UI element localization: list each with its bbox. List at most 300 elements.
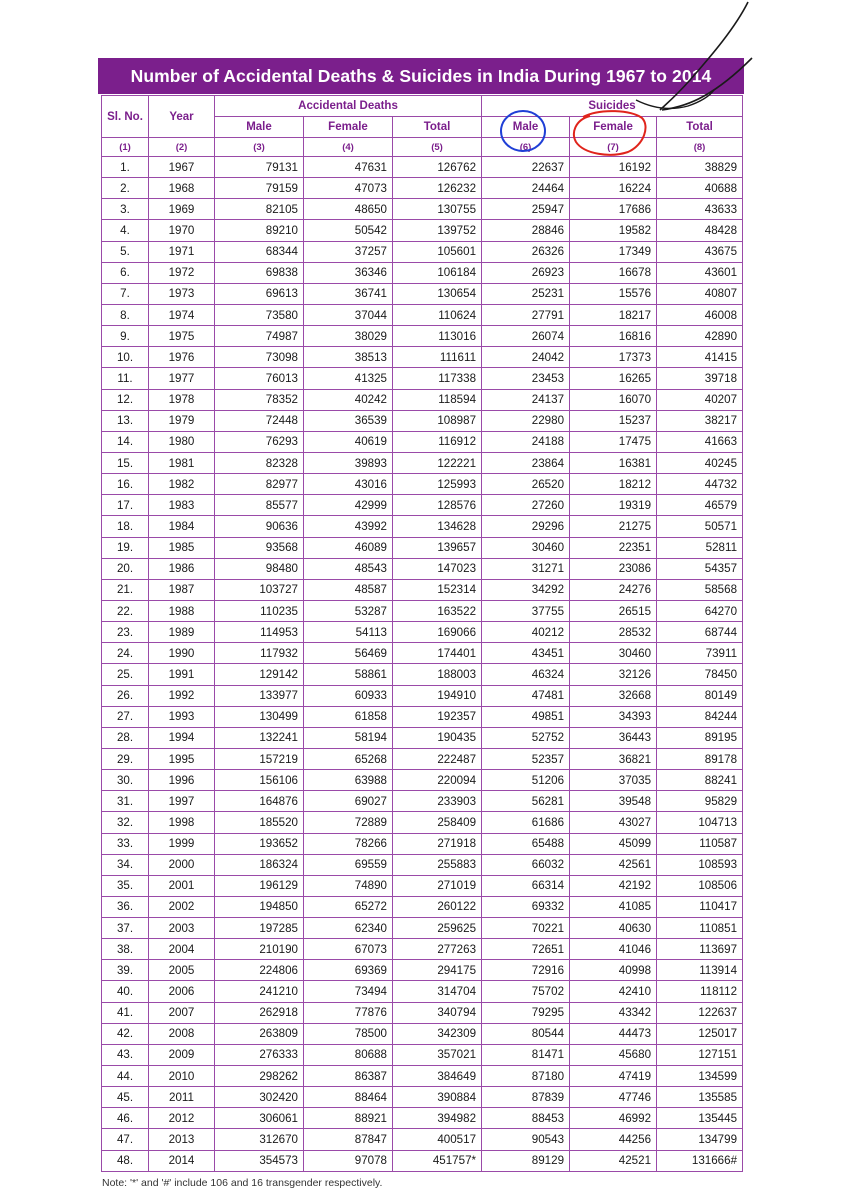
value-cell: 32126 — [570, 664, 657, 685]
year-cell: 1998 — [149, 812, 215, 833]
value-cell: 41663 — [657, 431, 743, 452]
value-cell: 220094 — [393, 770, 482, 791]
year-cell: 2013 — [149, 1129, 215, 1150]
value-cell: 39718 — [657, 368, 743, 389]
value-cell: 263809 — [215, 1023, 304, 1044]
serial-number: 37. — [102, 918, 149, 939]
value-cell: 69613 — [215, 283, 304, 304]
value-cell: 74987 — [215, 326, 304, 347]
table-title: Number of Accidental Deaths & Suicides in India During 1967 to 2014 — [98, 58, 744, 94]
value-cell: 81471 — [482, 1044, 570, 1065]
value-cell: 90636 — [215, 516, 304, 537]
value-cell: 394982 — [393, 1108, 482, 1129]
value-cell: 40630 — [570, 918, 657, 939]
value-cell: 125993 — [393, 474, 482, 495]
table-row — [102, 727, 743, 748]
value-cell: 84244 — [657, 706, 743, 727]
value-cell: 70221 — [482, 918, 570, 939]
table-row — [102, 452, 743, 473]
value-cell: 298262 — [215, 1066, 304, 1087]
year-cell: 2006 — [149, 981, 215, 1002]
value-cell: 294175 — [393, 960, 482, 981]
value-cell: 80544 — [482, 1023, 570, 1044]
table-row — [102, 685, 743, 706]
value-cell: 130499 — [215, 706, 304, 727]
value-cell: 82977 — [215, 474, 304, 495]
value-cell: 68744 — [657, 622, 743, 643]
value-cell: 130654 — [393, 283, 482, 304]
header-ad-male: Male — [215, 117, 304, 138]
value-cell: 24042 — [482, 347, 570, 368]
value-cell: 66314 — [482, 875, 570, 896]
year-cell: 1987 — [149, 579, 215, 600]
value-cell: 80149 — [657, 685, 743, 706]
serial-number: 46. — [102, 1108, 149, 1129]
value-cell: 128576 — [393, 495, 482, 516]
serial-number: 33. — [102, 833, 149, 854]
value-cell: 163522 — [393, 600, 482, 621]
value-cell: 39893 — [304, 452, 393, 473]
value-cell: 139657 — [393, 537, 482, 558]
serial-number: 10. — [102, 347, 149, 368]
value-cell: 52811 — [657, 537, 743, 558]
value-cell: 135445 — [657, 1108, 743, 1129]
value-cell: 78500 — [304, 1023, 393, 1044]
value-cell: 69838 — [215, 262, 304, 283]
value-cell: 72651 — [482, 939, 570, 960]
year-cell: 1982 — [149, 474, 215, 495]
header-ad-total: Total — [393, 117, 482, 138]
value-cell: 29296 — [482, 516, 570, 537]
serial-number: 15. — [102, 452, 149, 473]
value-cell: 152314 — [393, 579, 482, 600]
value-cell: 451757* — [393, 1150, 482, 1171]
header-sl-no: Sl. No. — [102, 96, 149, 138]
value-cell: 110851 — [657, 918, 743, 939]
value-cell: 113016 — [393, 326, 482, 347]
value-cell: 43601 — [657, 262, 743, 283]
table-row — [102, 410, 743, 431]
value-cell: 16678 — [570, 262, 657, 283]
value-cell: 169066 — [393, 622, 482, 643]
serial-number: 22. — [102, 600, 149, 621]
value-cell: 186324 — [215, 854, 304, 875]
data-table — [101, 95, 743, 1172]
value-cell: 103727 — [215, 579, 304, 600]
value-cell: 37035 — [570, 770, 657, 791]
value-cell: 197285 — [215, 918, 304, 939]
value-cell: 54357 — [657, 558, 743, 579]
col-number: (7) — [570, 138, 657, 157]
year-cell: 1993 — [149, 706, 215, 727]
value-cell: 42410 — [570, 981, 657, 1002]
value-cell: 19582 — [570, 220, 657, 241]
table-row — [102, 283, 743, 304]
value-cell: 49851 — [482, 706, 570, 727]
value-cell: 68344 — [215, 241, 304, 262]
header-su-female: Female — [570, 117, 657, 138]
value-cell: 117932 — [215, 643, 304, 664]
year-cell: 1970 — [149, 220, 215, 241]
value-cell: 271918 — [393, 833, 482, 854]
value-cell: 27791 — [482, 304, 570, 325]
value-cell: 114953 — [215, 622, 304, 643]
value-cell: 400517 — [393, 1129, 482, 1150]
serial-number: 40. — [102, 981, 149, 1002]
value-cell: 67073 — [304, 939, 393, 960]
year-cell: 1995 — [149, 748, 215, 769]
value-cell: 76013 — [215, 368, 304, 389]
value-cell: 357021 — [393, 1044, 482, 1065]
table-row — [102, 854, 743, 875]
value-cell: 164876 — [215, 791, 304, 812]
year-cell: 2004 — [149, 939, 215, 960]
value-cell: 157219 — [215, 748, 304, 769]
value-cell: 47746 — [570, 1087, 657, 1108]
value-cell: 73098 — [215, 347, 304, 368]
serial-number: 13. — [102, 410, 149, 431]
value-cell: 15576 — [570, 283, 657, 304]
value-cell: 16816 — [570, 326, 657, 347]
value-cell: 87847 — [304, 1129, 393, 1150]
value-cell: 26923 — [482, 262, 570, 283]
value-cell: 185520 — [215, 812, 304, 833]
table-row — [102, 431, 743, 452]
table-row — [102, 304, 743, 325]
serial-number: 39. — [102, 960, 149, 981]
table-row — [102, 157, 743, 178]
header-year: Year — [149, 96, 215, 138]
value-cell: 127151 — [657, 1044, 743, 1065]
value-cell: 47631 — [304, 157, 393, 178]
value-cell: 82328 — [215, 452, 304, 473]
value-cell: 224806 — [215, 960, 304, 981]
year-cell: 1988 — [149, 600, 215, 621]
table-row — [102, 495, 743, 516]
value-cell: 110587 — [657, 833, 743, 854]
value-cell: 98480 — [215, 558, 304, 579]
table-row — [102, 1066, 743, 1087]
value-cell: 89178 — [657, 748, 743, 769]
value-cell: 105601 — [393, 241, 482, 262]
value-cell: 69559 — [304, 854, 393, 875]
value-cell: 30460 — [570, 643, 657, 664]
value-cell: 47419 — [570, 1066, 657, 1087]
table-row — [102, 1150, 743, 1171]
year-cell: 1997 — [149, 791, 215, 812]
year-cell: 2002 — [149, 896, 215, 917]
value-cell: 88453 — [482, 1108, 570, 1129]
table-row — [102, 368, 743, 389]
value-cell: 64270 — [657, 600, 743, 621]
value-cell: 52357 — [482, 748, 570, 769]
value-cell: 302420 — [215, 1087, 304, 1108]
value-cell: 259625 — [393, 918, 482, 939]
value-cell: 36346 — [304, 262, 393, 283]
year-cell: 1977 — [149, 368, 215, 389]
value-cell: 17373 — [570, 347, 657, 368]
value-cell: 113914 — [657, 960, 743, 981]
year-cell: 2008 — [149, 1023, 215, 1044]
table-row — [102, 1087, 743, 1108]
year-cell: 2007 — [149, 1002, 215, 1023]
value-cell: 87839 — [482, 1087, 570, 1108]
serial-number: 34. — [102, 854, 149, 875]
value-cell: 90543 — [482, 1129, 570, 1150]
table-row — [102, 939, 743, 960]
serial-number: 8. — [102, 304, 149, 325]
table-row — [102, 918, 743, 939]
value-cell: 174401 — [393, 643, 482, 664]
serial-number: 1. — [102, 157, 149, 178]
value-cell: 26326 — [482, 241, 570, 262]
value-cell: 39548 — [570, 791, 657, 812]
value-cell: 117338 — [393, 368, 482, 389]
serial-number: 16. — [102, 474, 149, 495]
value-cell: 36443 — [570, 727, 657, 748]
serial-number: 47. — [102, 1129, 149, 1150]
year-cell: 1992 — [149, 685, 215, 706]
value-cell: 78352 — [215, 389, 304, 410]
table-row — [102, 389, 743, 410]
value-cell: 73494 — [304, 981, 393, 1002]
value-cell: 86387 — [304, 1066, 393, 1087]
serial-number: 4. — [102, 220, 149, 241]
value-cell: 58861 — [304, 664, 393, 685]
value-cell: 44473 — [570, 1023, 657, 1044]
serial-number: 35. — [102, 875, 149, 896]
year-cell: 2010 — [149, 1066, 215, 1087]
serial-number: 36. — [102, 896, 149, 917]
year-cell: 1967 — [149, 157, 215, 178]
value-cell: 277263 — [393, 939, 482, 960]
value-cell: 340794 — [393, 1002, 482, 1023]
value-cell: 233903 — [393, 791, 482, 812]
table-row — [102, 516, 743, 537]
value-cell: 36741 — [304, 283, 393, 304]
value-cell: 46324 — [482, 664, 570, 685]
col-number: (4) — [304, 138, 393, 157]
value-cell: 27260 — [482, 495, 570, 516]
value-cell: 314704 — [393, 981, 482, 1002]
value-cell: 41415 — [657, 347, 743, 368]
value-cell: 48587 — [304, 579, 393, 600]
value-cell: 65488 — [482, 833, 570, 854]
value-cell: 16381 — [570, 452, 657, 473]
value-cell: 17475 — [570, 431, 657, 452]
value-cell: 76293 — [215, 431, 304, 452]
year-cell: 1980 — [149, 431, 215, 452]
value-cell: 118594 — [393, 389, 482, 410]
value-cell: 79131 — [215, 157, 304, 178]
serial-number: 19. — [102, 537, 149, 558]
value-cell: 24188 — [482, 431, 570, 452]
value-cell: 45099 — [570, 833, 657, 854]
value-cell: 118112 — [657, 981, 743, 1002]
value-cell: 255883 — [393, 854, 482, 875]
value-cell: 46579 — [657, 495, 743, 516]
table-row — [102, 558, 743, 579]
value-cell: 258409 — [393, 812, 482, 833]
serial-number: 25. — [102, 664, 149, 685]
value-cell: 129142 — [215, 664, 304, 685]
year-cell: 2012 — [149, 1108, 215, 1129]
value-cell: 37755 — [482, 600, 570, 621]
serial-number: 12. — [102, 389, 149, 410]
table-row — [102, 347, 743, 368]
value-cell: 25947 — [482, 199, 570, 220]
table-body — [102, 157, 743, 1172]
table-row — [102, 241, 743, 262]
value-cell: 40212 — [482, 622, 570, 643]
year-cell: 1974 — [149, 304, 215, 325]
value-cell: 26074 — [482, 326, 570, 347]
value-cell: 354573 — [215, 1150, 304, 1171]
table-row — [102, 791, 743, 812]
serial-number: 11. — [102, 368, 149, 389]
value-cell: 69369 — [304, 960, 393, 981]
value-cell: 48428 — [657, 220, 743, 241]
value-cell: 48650 — [304, 199, 393, 220]
value-cell: 194910 — [393, 685, 482, 706]
value-cell: 134599 — [657, 1066, 743, 1087]
value-cell: 45680 — [570, 1044, 657, 1065]
table-row — [102, 812, 743, 833]
value-cell: 122637 — [657, 1002, 743, 1023]
value-cell: 262918 — [215, 1002, 304, 1023]
value-cell: 32668 — [570, 685, 657, 706]
value-cell: 87180 — [482, 1066, 570, 1087]
value-cell: 260122 — [393, 896, 482, 917]
value-cell: 63988 — [304, 770, 393, 791]
value-cell: 80688 — [304, 1044, 393, 1065]
serial-number: 48. — [102, 1150, 149, 1171]
value-cell: 43633 — [657, 199, 743, 220]
table-row — [102, 474, 743, 495]
value-cell: 22351 — [570, 537, 657, 558]
value-cell: 106184 — [393, 262, 482, 283]
value-cell: 40807 — [657, 283, 743, 304]
value-cell: 342309 — [393, 1023, 482, 1044]
value-cell: 24464 — [482, 178, 570, 199]
value-cell: 16265 — [570, 368, 657, 389]
serial-number: 3. — [102, 199, 149, 220]
table-row — [102, 326, 743, 347]
value-cell: 43675 — [657, 241, 743, 262]
value-cell: 116912 — [393, 431, 482, 452]
value-cell: 50542 — [304, 220, 393, 241]
value-cell: 30460 — [482, 537, 570, 558]
value-cell: 44732 — [657, 474, 743, 495]
value-cell: 77876 — [304, 1002, 393, 1023]
table-row — [102, 622, 743, 643]
value-cell: 24276 — [570, 579, 657, 600]
table-row — [102, 537, 743, 558]
serial-number: 5. — [102, 241, 149, 262]
value-cell: 38513 — [304, 347, 393, 368]
serial-number: 45. — [102, 1087, 149, 1108]
value-cell: 38029 — [304, 326, 393, 347]
year-cell: 2000 — [149, 854, 215, 875]
serial-number: 43. — [102, 1044, 149, 1065]
value-cell: 50571 — [657, 516, 743, 537]
value-cell: 88921 — [304, 1108, 393, 1129]
serial-number: 17. — [102, 495, 149, 516]
col-number: (3) — [215, 138, 304, 157]
value-cell: 130755 — [393, 199, 482, 220]
serial-number: 14. — [102, 431, 149, 452]
serial-number: 24. — [102, 643, 149, 664]
serial-number: 30. — [102, 770, 149, 791]
year-cell: 1968 — [149, 178, 215, 199]
value-cell: 41085 — [570, 896, 657, 917]
value-cell: 43016 — [304, 474, 393, 495]
value-cell: 156106 — [215, 770, 304, 791]
table-row — [102, 896, 743, 917]
year-cell: 1975 — [149, 326, 215, 347]
value-cell: 43451 — [482, 643, 570, 664]
value-cell: 42890 — [657, 326, 743, 347]
year-cell: 1994 — [149, 727, 215, 748]
serial-number: 29. — [102, 748, 149, 769]
value-cell: 42561 — [570, 854, 657, 875]
serial-number: 32. — [102, 812, 149, 833]
value-cell: 132241 — [215, 727, 304, 748]
year-cell: 1969 — [149, 199, 215, 220]
table-row — [102, 770, 743, 791]
serial-number: 28. — [102, 727, 149, 748]
table-row — [102, 664, 743, 685]
value-cell: 17349 — [570, 241, 657, 262]
value-cell: 17686 — [570, 199, 657, 220]
year-cell: 1978 — [149, 389, 215, 410]
value-cell: 18212 — [570, 474, 657, 495]
value-cell: 16192 — [570, 157, 657, 178]
value-cell: 24137 — [482, 389, 570, 410]
value-cell: 16070 — [570, 389, 657, 410]
value-cell: 85577 — [215, 495, 304, 516]
value-cell: 31271 — [482, 558, 570, 579]
value-cell: 222487 — [393, 748, 482, 769]
value-cell: 37257 — [304, 241, 393, 262]
value-cell: 46089 — [304, 537, 393, 558]
value-cell: 93568 — [215, 537, 304, 558]
year-cell: 2005 — [149, 960, 215, 981]
value-cell: 69027 — [304, 791, 393, 812]
year-cell: 1983 — [149, 495, 215, 516]
value-cell: 75702 — [482, 981, 570, 1002]
value-cell: 72889 — [304, 812, 393, 833]
value-cell: 26520 — [482, 474, 570, 495]
table-row — [102, 178, 743, 199]
year-cell: 1990 — [149, 643, 215, 664]
value-cell: 34393 — [570, 706, 657, 727]
value-cell: 40688 — [657, 178, 743, 199]
value-cell: 48543 — [304, 558, 393, 579]
value-cell: 88464 — [304, 1087, 393, 1108]
year-cell: 1973 — [149, 283, 215, 304]
value-cell: 42521 — [570, 1150, 657, 1171]
value-cell: 16224 — [570, 178, 657, 199]
value-cell: 51206 — [482, 770, 570, 791]
col-number: (6) — [482, 138, 570, 157]
value-cell: 72916 — [482, 960, 570, 981]
value-cell: 36821 — [570, 748, 657, 769]
value-cell: 89129 — [482, 1150, 570, 1171]
value-cell: 384649 — [393, 1066, 482, 1087]
year-cell: 1999 — [149, 833, 215, 854]
year-cell: 1984 — [149, 516, 215, 537]
